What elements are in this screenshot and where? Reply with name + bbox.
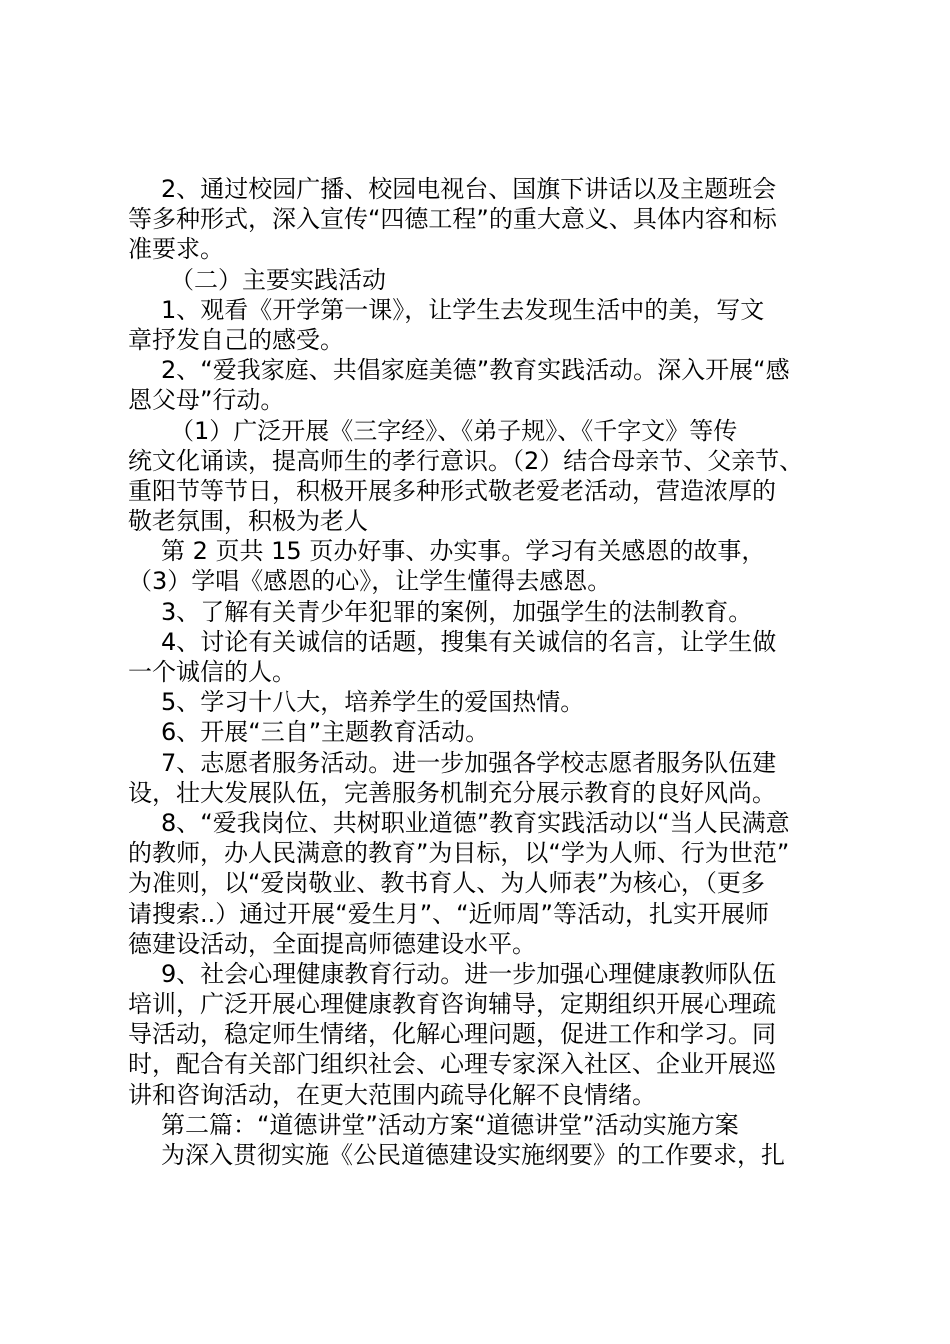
text-line: 9、社会心理健康教育行动。进一步加强心理健康教师队伍 (161, 959, 777, 988)
text-line: 敬老氛围，积极为老人 (128, 507, 368, 536)
text-line: 准要求。 (128, 235, 224, 264)
text-line: 5、学习十八大，培养学生的爱国热情。 (161, 688, 585, 717)
text-line: 1、观看《开学第一课》，让学生去发现生活中的美，写文 (161, 295, 765, 324)
article-title-line: 第二篇：“道德讲堂”活动方案“道德讲堂”活动实施方案 (161, 1110, 739, 1139)
text-line: 统文化诵读，提高师生的孝行意识。（2）结合母亲节、父亲节、 (128, 446, 804, 475)
text-line: 恩父母”行动。 (128, 386, 285, 415)
text-line: 为深入贯彻实施《公民道德建设实施纲要》的工作要求，扎 (161, 1141, 785, 1169)
text-line: 3、了解有关青少年犯罪的案例，加强学生的法制教育。 (161, 597, 753, 626)
text-line: 6、开展“三自”主题教育活动。 (161, 718, 490, 747)
text-line: 8、“爱我岗位、共树职业道德”教育实践活动以“当人民满意 (161, 808, 790, 837)
document-body (128, 174, 828, 1170)
text-line: 设，壮大发展队伍，完善服务机制充分展示教育的良好风尚。 (128, 778, 776, 807)
text-line: （3）学唱《感恩的心》，让学生懂得去感恩。 (128, 567, 612, 596)
text-line: 一个诚信的人。 (128, 658, 296, 686)
page-footer-line: 第 2 页共 15 页办好事、办实事。学习有关感恩的故事， (161, 537, 766, 566)
text-line: 讲和咨询活动，在更大范围内疏导化解不良情绪。 (128, 1080, 656, 1109)
text-line: 为准则，以“爱岗敬业、教书育人、为人师表”为核心，（更多 (128, 869, 765, 898)
text-line: 章抒发自己的感受。 (128, 325, 344, 354)
text-line: 重阳节等节日，积极开展多种形式敬老爱老活动，营造浓厚的 (128, 476, 776, 505)
text-line: 4、讨论有关诚信的话题，搜集有关诚信的名言，让学生做 (161, 627, 777, 656)
text-line: （1）广泛开展《三字经》、《弟子规》、《千字文》等传 (170, 416, 738, 445)
text-line: 7、志愿者服务活动。进一步加强各学校志愿者服务队伍建 (161, 748, 777, 777)
text-line: 2、“爱我家庭、共倡家庭美德”教育实践活动。深入开展“感 (161, 356, 790, 385)
text-line: 2、通过校园广播、校园电视台、国旗下讲话以及主题班会 (161, 175, 777, 203)
text-line: 时，配合有关部门组织社会、心理专家深入社区、企业开展巡 (128, 1050, 776, 1079)
text-line: 请搜索..）通过开展“爱生月”、“近师周”等活动，扎实开展师 (128, 899, 769, 928)
text-line: 的教师，办人民满意的教育”为目标，以“学为人师、行为世范” (128, 839, 790, 868)
text-line: 德建设活动，全面提高师德建设水平。 (128, 929, 536, 958)
section-heading: （二）主要实践活动 (170, 265, 386, 294)
text-line: 培训，广泛开展心理健康教育咨询辅导，定期组织开展心理疏 (128, 990, 776, 1019)
text-line: 等多种形式，深入宣传“四德工程”的重大意义、具体内容和标 (128, 205, 777, 234)
text-line: 导活动，稳定师生情绪，化解心理问题，促进工作和学习。同 (128, 1020, 776, 1049)
